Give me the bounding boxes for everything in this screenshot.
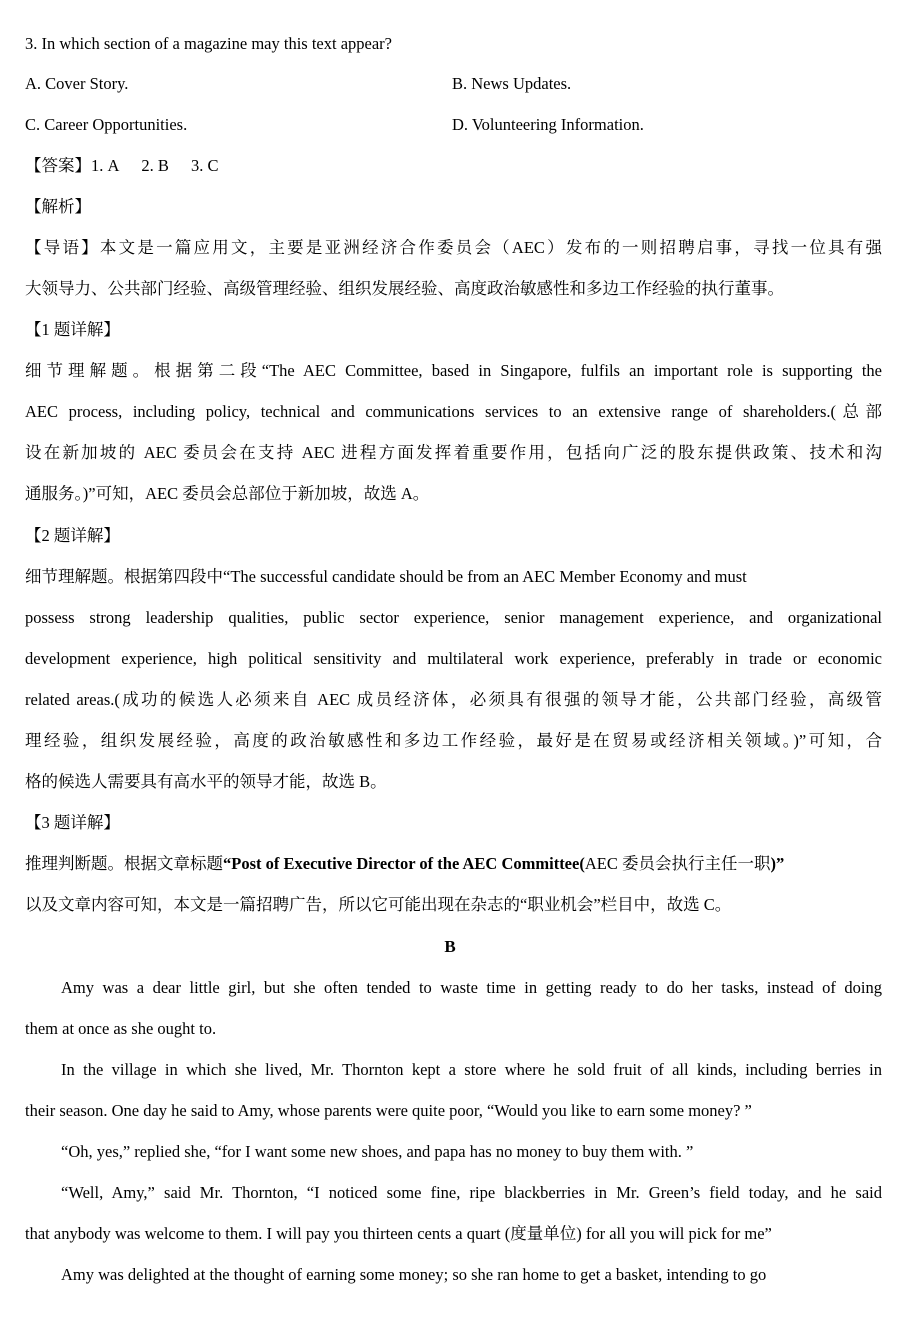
guide-line-2: 大领导力、公共部门经验、高级管理经验、组织发展经验、高度政治敏感性和多边工作经验的执行董事。 bbox=[25, 279, 784, 298]
passage-line: “Oh, yes,” replied she, “for I want some new shoes, and papa has no money to buy them with. ” bbox=[61, 1142, 694, 1161]
question-3: 3. In which section of a magazine may this text appear? bbox=[25, 34, 392, 53]
passage-line: Amy was a dear little girl, but she often tended to waste time in getting ready to do her tasks, instead of doing bbox=[61, 978, 882, 997]
option-c: C. Career Opportunities. bbox=[25, 115, 188, 134]
article-title-close: )” bbox=[770, 854, 785, 873]
detail-3-line-1 bbox=[25, 853, 882, 875]
detail-1-line: AEC process, including policy, technical and communications services to an extensive range of shareholders.(总部 bbox=[25, 402, 882, 421]
option-a: A. Cover Story. bbox=[25, 74, 129, 93]
passage-line: In the village in which she lived, Mr. Thornton kept a store where he sold fruit of all kinds, including berries in bbox=[61, 1060, 882, 1079]
section-b-heading: B bbox=[444, 937, 456, 956]
answer-3: 3. C bbox=[190, 156, 219, 175]
answer-1: 1. A bbox=[91, 156, 120, 175]
passage-line: Amy was delighted at the thought of earning some money; so she ran home to get a basket, intending to go bbox=[61, 1265, 767, 1284]
detail-2-line: 格的候选人需要具有高水平的领导才能，故选 B。 bbox=[25, 772, 387, 791]
option-d: D. Volunteering Information. bbox=[452, 115, 644, 134]
detail-2-heading: 【2 题详解】 bbox=[25, 526, 120, 545]
detail-1-line: 设在新加坡的 AEC 委员会在支持 AEC 进程方面发挥着重要作用，包括向广泛的股东提供政策、技术和沟 bbox=[25, 443, 882, 462]
passage-line: “Well, Amy,” said Mr. Thornton, “I noticed some fine, ripe blackberries in Mr. Green’s field today, and he said bbox=[61, 1183, 882, 1202]
detail-1-line: 细节理解题。根据第二段“The AEC Committee, based in Singapore, fulfils an important role is supporting the bbox=[25, 361, 882, 380]
option-b: B. News Updates. bbox=[452, 74, 572, 93]
detail-3-prefix: 推理判断题。根据文章标题 bbox=[25, 854, 223, 873]
passage-line: them at once as she ought to. bbox=[25, 1019, 217, 1038]
passage-line: that anybody was welcome to them. I will pay you thirteen cents a quart (度量单位) for all you will pick for me” bbox=[25, 1224, 772, 1243]
detail-2-line: development experience, high political sensitivity and multilateral work experience, preferably in trade or economic bbox=[25, 649, 882, 668]
article-title-translation: AEC 委员会执行主任一职 bbox=[584, 854, 771, 873]
detail-2-line: possess strong leadership qualities, public sector experience, senior management experience, and organizational bbox=[25, 608, 882, 627]
detail-3-line-2: 以及文章内容可知，本文是一篇招聘广告，所以它可能出现在杂志的“职业机会”栏目中，故选 C。 bbox=[25, 895, 732, 914]
answer-2: 2. B bbox=[141, 156, 169, 175]
passage-line: their season. One day he said to Amy, whose parents were quite poor, “Would you like to earn some money? ” bbox=[25, 1101, 752, 1120]
detail-2-line: related areas.(成功的候选人必须来自 AEC 成员经济体，必须具有很强的领导才能，公共部门经验，高级管 bbox=[25, 690, 882, 709]
answer-line bbox=[25, 155, 882, 177]
article-title-quote: “Post of Executive Director of the AEC Committee( bbox=[223, 854, 585, 873]
analysis-label: 【解析】 bbox=[25, 197, 91, 216]
detail-2-line: 细节理解题。根据第四段中“The successful candidate should be from an AEC Member Economy and must bbox=[25, 567, 747, 586]
detail-1-heading: 【1 题详解】 bbox=[25, 320, 120, 339]
answer-label: 【答案】 bbox=[25, 156, 91, 175]
guide-line-1: 【导语】本文是一篇应用文，主要是亚洲经济合作委员会（AEC）发布的一则招聘启事，寻找一位具有强 bbox=[25, 238, 882, 257]
detail-1-line: 通服务。)”可知，AEC 委员会总部位于新加坡，故选 A。 bbox=[25, 484, 430, 503]
detail-3-heading: 【3 题详解】 bbox=[25, 813, 120, 832]
detail-2-line: 理经验，组织发展经验，高度的政治敏感性和多边工作经验，最好是在贸易或经济相关领域。)”可知，合 bbox=[25, 731, 882, 750]
